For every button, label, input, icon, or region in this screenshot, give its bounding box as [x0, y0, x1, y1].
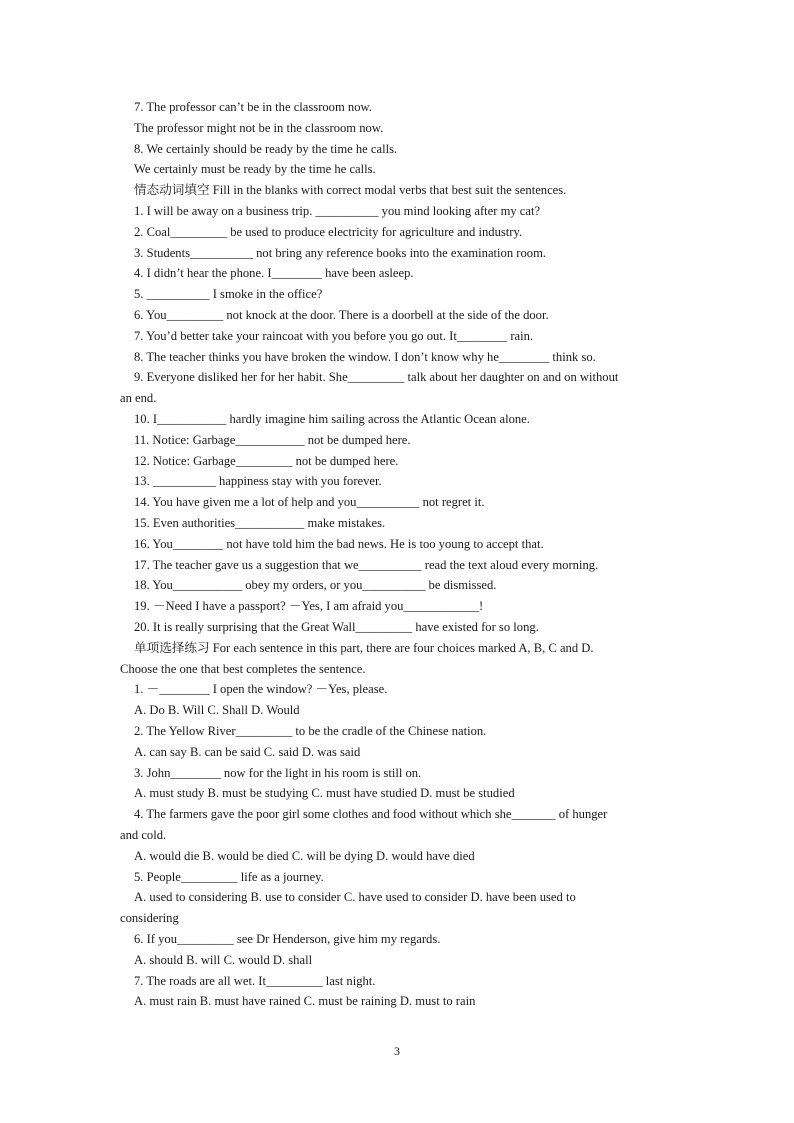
text-line: 10. I___________ hardly imagine him sailing across the Atlantic Ocean alone. [134, 412, 530, 426]
text-line: considering [120, 911, 179, 925]
text-line: 7. The professor can’t be in the classroom now. [134, 100, 372, 114]
text-line: The professor might not be in the classroom now. [134, 121, 384, 135]
text-line: 7. The roads are all wet. It_________ last night. [134, 974, 376, 988]
answer-choices: A. used to considering B. use to consider C. have used to consider D. have been used to [134, 890, 576, 904]
text-line: 3. John________ now for the light in his room is still on. [134, 766, 422, 780]
page-number: 3 [394, 1044, 400, 1058]
text-line: 16. You________ not have told him the bad news. He is too young to accept that. [134, 537, 544, 551]
text-line: 4. I didn’t hear the phone. I________ have been asleep. [134, 266, 414, 280]
text-line: 12. Notice: Garbage_________ not be dumped here. [134, 454, 399, 468]
text-line: 17. The teacher gave us a suggestion that we__________ read the text aloud every morning. [134, 558, 599, 572]
text-line: 19. －Need I have a passport? －Yes, I am afraid you____________! [134, 599, 484, 613]
text-line: 20. It is really surprising that the Great Wall_________ have existed for so long. [134, 620, 539, 634]
answer-choices: A. must rain B. must have rained C. must be raining D. must to rain [134, 994, 476, 1008]
text-line: 5. People_________ life as a journey. [134, 870, 324, 884]
text-line: 11. Notice: Garbage___________ not be dumped here. [134, 433, 411, 447]
answer-choices: A. can say B. can be said C. said D. was said [134, 745, 361, 759]
text-line: 2. The Yellow River_________ to be the cradle of the Chinese nation. [134, 724, 487, 738]
text-line: and cold. [120, 828, 167, 842]
answer-choices: A. must study B. must be studying C. must have studied D. must be studied [134, 786, 515, 800]
answer-choices: A. Do B. Will C. Shall D. Would [134, 703, 300, 717]
text-line: 13. __________ happiness stay with you forever. [134, 474, 382, 488]
text-line: 14. You have given me a lot of help and you__________ not regret it. [134, 495, 485, 509]
text-line: 7. You’d better take your raincoat with you before you go out. It________ rain. [134, 329, 534, 343]
text-line: 1. －________ I open the window? －Yes, please. [134, 682, 388, 696]
answer-choices: A. should B. will C. would D. shall [134, 953, 313, 967]
text-line: We certainly must be ready by the time he calls. [134, 162, 376, 176]
text-line: 15. Even authorities___________ make mistakes. [134, 516, 386, 530]
text-line: 8. We certainly should be ready by the time he calls. [134, 142, 398, 156]
text-line: 1. I will be away on a business trip. __________ you mind looking after my cat? [134, 204, 541, 218]
text-line: 18. You___________ obey my orders, or you__________ be dismissed. [134, 578, 497, 592]
text-line: 3. Students__________ not bring any reference books into the examination room. [134, 246, 547, 260]
text-line: 4. The farmers gave the poor girl some clothes and food without which she_______ of hunger [134, 807, 608, 821]
section-heading: 单项选择练习 For each sentence in this part, there are four choices marked A, B, C and D. [134, 641, 594, 655]
text-line: 2. Coal_________ be used to produce electricity for agriculture and industry. [134, 225, 523, 239]
text-line: 6. You_________ not knock at the door. There is a doorbell at the side of the door. [134, 308, 549, 322]
text-line: 6. If you_________ see Dr Henderson, give him my regards. [134, 932, 441, 946]
text-line: Choose the one that best completes the sentence. [120, 662, 366, 676]
text-line: 8. The teacher thinks you have broken the window. I don’t know why he________ think so. [134, 350, 596, 364]
answer-choices: A. would die B. would be died C. will be dying D. would have died [134, 849, 475, 863]
section-heading: 情态动词填空 Fill in the blanks with correct modal verbs that best suit the sentences. [134, 183, 567, 197]
text-line: 5. __________ I smoke in the office? [134, 287, 323, 301]
text-line: an end. [120, 391, 157, 405]
text-line: 9. Everyone disliked her for her habit. She_________ talk about her daughter on and on without [134, 370, 619, 384]
